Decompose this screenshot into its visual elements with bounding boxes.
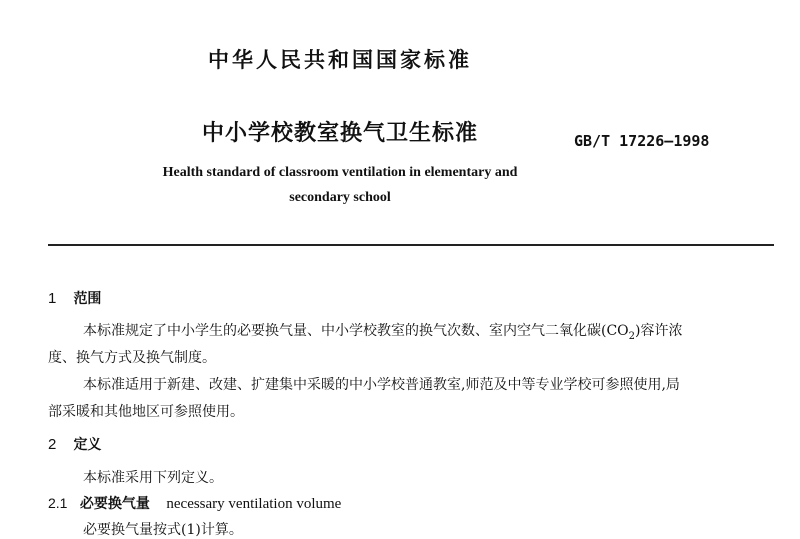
section-1-title: 范围 xyxy=(73,291,102,307)
section-1-para-2-line-2: 部采暖和其他地区可参照使用。 xyxy=(48,404,244,420)
section-2-number: 2 xyxy=(48,436,57,453)
section-1-para-1-line-1 xyxy=(83,320,683,342)
section-1-para-2-line-1: 本标准适用于新建、改建、扩建集中采暖的中小学校普通教室,师范及中等专业学校可参照使用,局 xyxy=(83,377,680,393)
standard-title-cn: 中小学校教室换气卫生标准 xyxy=(201,121,478,146)
section-2-heading xyxy=(48,434,101,454)
subsection-2-1-heading xyxy=(48,493,341,513)
national-standard-heading: 中华人民共和国国家标准 xyxy=(208,48,472,72)
header-divider xyxy=(48,244,774,246)
section-1-heading xyxy=(48,288,101,308)
subsection-2-1-text: 必要换气量按式(1)计算。 xyxy=(83,522,243,538)
section-2-intro: 本标准采用下列定义。 xyxy=(83,470,223,486)
co2-subscript: 2 xyxy=(628,330,636,342)
section-1-para-1-line-2: 度、换气方式及换气制度。 xyxy=(48,350,216,366)
para-text: 本标准规定了中小学生的必要换气量、中小学校教室的换气次数、室内空气二氧化碳(CO xyxy=(83,323,629,339)
subsection-2-1-title-cn: 必要换气量 xyxy=(79,496,150,512)
section-1-number: 1 xyxy=(48,290,57,307)
standard-title-en-line1: Health standard of classroom ventilation in elementary and xyxy=(162,165,518,180)
subsection-2-1-number: 2.1 xyxy=(48,495,68,511)
subsection-2-1-title-en: necessary ventilation volume xyxy=(166,496,342,512)
standard-number: GB/T 17226—1998 xyxy=(574,132,710,150)
para-text-end: )容许浓 xyxy=(635,323,683,339)
section-2-title: 定义 xyxy=(73,437,102,453)
standard-title-en-line2: secondary school xyxy=(289,190,391,205)
